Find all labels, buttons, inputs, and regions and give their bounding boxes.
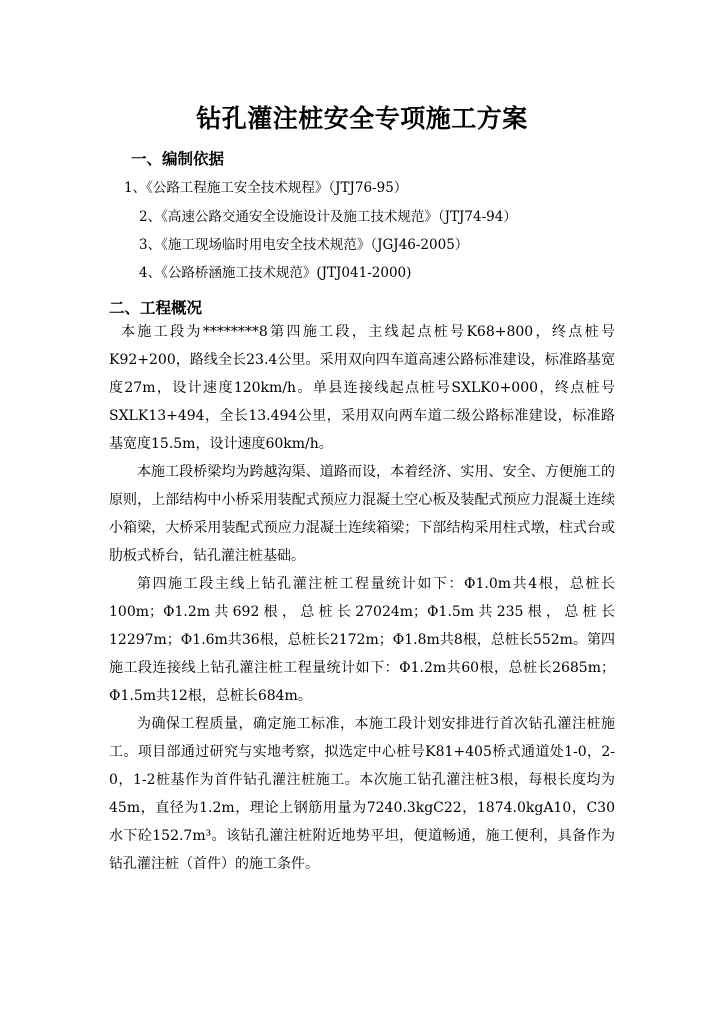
section-heading-basis: 一、编制依据 bbox=[131, 150, 225, 168]
reference-item: 2、《高速公路交通安全设施设计及施工技术规范》（JTJ74-94） bbox=[139, 209, 517, 225]
reference-item: 4、《公路桥涵施工技术规范》(JTJ041-2000) bbox=[139, 265, 412, 281]
paragraph-bridge-structure: 本施工段桥梁均为跨越沟渠、道路而设，本着经济、实用、安全、方便施工的原则，上部结构中小桥采用装配式预应力混凝土空心板及装配式预应力混凝土连续小箱梁，大桥采用装配式预应力混凝土连续箱梁；下部结构采用柱式墩，柱式台或肋板式桥台，钻孔灌注桩基础。 bbox=[109, 464, 615, 564]
reference-item: 3、《施工现场临时用电安全技术规范》（JGJ46-2005） bbox=[139, 237, 469, 253]
paragraph-first-pile-plan: 为确保工程质量，确定施工标准，本施工段计划安排进行首次钻孔灌注桩施工。项目部通过研究与实地考察，拟选定中心桩号K81+405桥式通道处1-0，2-0，1-2桩基作为首件钻孔灌注桩施工。本次施工钻孔灌注桩3根，每根长度均为45m，直径为1.2m，理论上钢筋用量为7240.3kgС22，1874.0kgA10，C30水下砼152.7m³。该钻孔灌注桩附近地势平坦，便道畅通，施工便利，具备作为钻孔灌注桩（首件）的施工条件。 bbox=[109, 716, 615, 872]
paragraph-pile-quantities: 第四施工段主线上钻孔灌注桩工程量统计如下：Φ1.0m共4根，总桩长100m；Φ1.2m共692根，总桩长27024m；Φ1.5m共235根，总桩长12297m；Φ1.6m共36根，总桩长2172m；Φ1.8m共8根，总桩长552m。第四施工段连接线上钻孔灌注桩工程量统计如下：Φ1.2m共60根，总桩长2685m；Φ1.5m共12根，总桩长684m。 bbox=[109, 576, 615, 704]
reference-item: 1、《公路工程施工安全技术规程》（JTJ76-95） bbox=[124, 180, 408, 196]
document-title: 钻孔灌注桩安全专项施工方案 bbox=[196, 104, 528, 133]
section-heading-overview: 二、工程概况 bbox=[109, 299, 203, 317]
paragraph-project-summary: 本施工段为********8第四施工段，主线起点桩号K68+800，终点桩号K92+200，路线全长23.4公里。采用双向四车道高速公路标准建设，标准路基宽度27m，设计速度120km/h。单县连接线起点桩号SXLK0+000，终点桩号SXLK13+494，全长13.494公里，采用双向两车道二级公路标准建设，标准路基宽度15.5m，设计速度60km/h。 bbox=[109, 324, 615, 452]
